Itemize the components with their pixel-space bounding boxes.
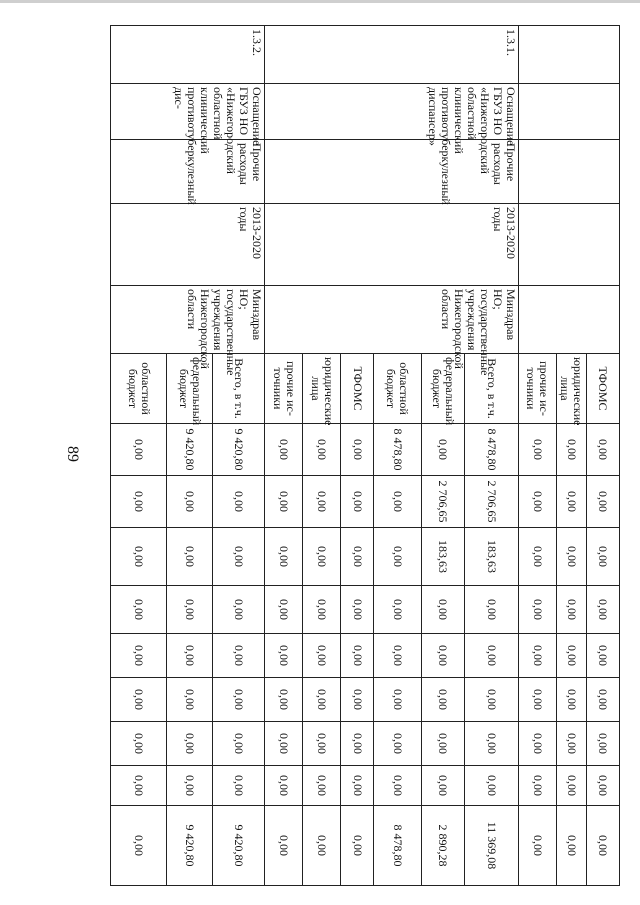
period: 2013-2020 годы: [265, 204, 518, 286]
amount-total: 0,00: [265, 806, 303, 886]
amount-total: 0,00: [111, 806, 167, 886]
amount-total: 9 420,80: [213, 806, 265, 886]
amount-cell: 0,00: [303, 766, 341, 806]
amount-cell: 0,00: [464, 766, 518, 806]
executor: Минздрав НО; государственные учреждения Нижегородской области: [111, 286, 265, 354]
amount-cell: 0,00: [421, 586, 464, 634]
amount-total: 9 420,80: [167, 806, 213, 886]
amount-total: 0,00: [303, 806, 341, 886]
amount-total: 0,00: [341, 806, 373, 886]
amount-cell: 0,00: [167, 678, 213, 722]
amount-cell: 183,63: [421, 528, 464, 586]
funding-source: областной бюджет: [373, 354, 421, 424]
funding-source: ТФОМС: [586, 354, 619, 424]
funding-source: прочие ис-точники: [518, 354, 556, 424]
amount-total: 0,00: [556, 806, 586, 886]
amount-cell: 0,00: [111, 678, 167, 722]
amount-cell: 0,00: [373, 528, 421, 586]
funding-source: Всего, в т.ч.: [213, 354, 265, 424]
page-edge: [0, 0, 640, 3]
amount-cell: 0,00: [341, 766, 373, 806]
amount-cell: 8 478,80: [373, 424, 421, 476]
measure-number: 1.3.2.: [111, 26, 265, 84]
amount-cell: 0,00: [341, 678, 373, 722]
funding-source: федеральный бюджет: [421, 354, 464, 424]
amount-cell: 0,00: [341, 528, 373, 586]
amount-cell: 0,00: [303, 424, 341, 476]
measure-name: [518, 84, 619, 140]
amount-cell: 0,00: [303, 722, 341, 766]
amount-cell: 0,00: [586, 528, 619, 586]
amount-cell: 0,00: [213, 528, 265, 586]
funding-source: федеральный бюджет: [167, 354, 213, 424]
amount-cell: 0,00: [213, 586, 265, 634]
amount-cell: 0,00: [421, 634, 464, 678]
amount-cell: 0,00: [518, 766, 556, 806]
amount-cell: 0,00: [111, 634, 167, 678]
amount-cell: 0,00: [341, 586, 373, 634]
amount-cell: 0,00: [556, 722, 586, 766]
amount-cell: 0,00: [265, 476, 303, 528]
amount-total: 0,00: [586, 806, 619, 886]
amount-cell: 0,00: [518, 586, 556, 634]
amount-cell: 0,00: [303, 528, 341, 586]
amount-total: 0,00: [518, 806, 556, 886]
funding-source: Всего, в т.ч.: [464, 354, 518, 424]
amount-cell: 0,00: [167, 766, 213, 806]
amount-cell: 9 420,80: [167, 424, 213, 476]
amount-cell: 2 706,65: [421, 476, 464, 528]
amount-cell: 0,00: [167, 586, 213, 634]
amount-cell: 0,00: [586, 476, 619, 528]
amount-cell: 8 478,80: [464, 424, 518, 476]
amount-cell: 0,00: [265, 678, 303, 722]
amount-cell: 0,00: [167, 722, 213, 766]
amount-total: 8 478,80: [373, 806, 421, 886]
amount-cell: 0,00: [464, 678, 518, 722]
amount-cell: 0,00: [464, 586, 518, 634]
amount-cell: 0,00: [421, 678, 464, 722]
amount-cell: 0,00: [518, 678, 556, 722]
amount-cell: 0,00: [556, 766, 586, 806]
amount-cell: 0,00: [303, 634, 341, 678]
measure-name: Оснащение ГБУЗ НО «Нижегородский областной клинический противотуберкулезный диспансер»: [265, 84, 518, 140]
amount-cell: 0,00: [556, 634, 586, 678]
amount-cell: 0,00: [167, 634, 213, 678]
amount-cell: 0,00: [341, 722, 373, 766]
amount-cell: 0,00: [586, 722, 619, 766]
amount-cell: 0,00: [303, 586, 341, 634]
amount-cell: 0,00: [265, 634, 303, 678]
amount-cell: 0,00: [265, 722, 303, 766]
funding-source: ТФОМС: [341, 354, 373, 424]
amount-cell: 0,00: [586, 766, 619, 806]
amount-cell: 0,00: [373, 586, 421, 634]
amount-cell: 0,00: [167, 476, 213, 528]
amount-cell: 0,00: [556, 476, 586, 528]
amount-cell: 0,00: [167, 528, 213, 586]
amount-cell: 0,00: [111, 586, 167, 634]
executor: [518, 286, 619, 354]
amount-total: 11 369,08: [464, 806, 518, 886]
funding-source: юридические лица: [303, 354, 341, 424]
amount-cell: 0,00: [464, 634, 518, 678]
measure-number: [518, 26, 619, 84]
period: [518, 204, 619, 286]
amount-cell: 0,00: [586, 586, 619, 634]
funding-source: прочие ис-точники: [265, 354, 303, 424]
page-number: 89: [64, 446, 81, 462]
amount-cell: 0,00: [303, 678, 341, 722]
amount-cell: 0,00: [556, 528, 586, 586]
amount-cell: 0,00: [373, 634, 421, 678]
rotated-table-sheet: [110, 25, 620, 885]
amount-cell: 0,00: [586, 634, 619, 678]
amount-cell: 0,00: [213, 722, 265, 766]
budget-table: [110, 25, 620, 886]
funding-source: областной бюджет: [111, 354, 167, 424]
amount-cell: 0,00: [111, 528, 167, 586]
amount-cell: 0,00: [265, 528, 303, 586]
amount-cell: 0,00: [341, 634, 373, 678]
amount-cell: 0,00: [111, 766, 167, 806]
amount-cell: 0,00: [421, 722, 464, 766]
amount-cell: 0,00: [586, 678, 619, 722]
amount-cell: 0,00: [518, 424, 556, 476]
amount-cell: 0,00: [213, 766, 265, 806]
expense-type: Прочие расходы: [265, 140, 518, 204]
amount-cell: 0,00: [373, 476, 421, 528]
amount-cell: 0,00: [421, 766, 464, 806]
amount-cell: 0,00: [265, 424, 303, 476]
amount-cell: 0,00: [303, 476, 341, 528]
period: 2013-2020 годы: [111, 204, 265, 286]
amount-cell: 0,00: [373, 722, 421, 766]
funding-source: юридические лица: [556, 354, 586, 424]
amount-cell: 0,00: [111, 476, 167, 528]
table-row: [464, 26, 518, 886]
amount-cell: 0,00: [341, 476, 373, 528]
amount-cell: 0,00: [556, 424, 586, 476]
table-body: [111, 26, 620, 886]
expense-type: Прочие расходы: [111, 140, 265, 204]
amount-cell: 0,00: [341, 424, 373, 476]
amount-cell: 0,00: [373, 678, 421, 722]
amount-cell: 0,00: [111, 722, 167, 766]
amount-cell: 0,00: [518, 722, 556, 766]
amount-cell: 0,00: [586, 424, 619, 476]
amount-cell: 0,00: [464, 722, 518, 766]
amount-cell: 2 706,65: [464, 476, 518, 528]
executor: Минздрав НО; государственные учреждения Нижегородской области: [265, 286, 518, 354]
table-row: [213, 26, 265, 886]
amount-cell: 0,00: [518, 634, 556, 678]
amount-total: 2 890,28: [421, 806, 464, 886]
amount-cell: 0,00: [213, 634, 265, 678]
amount-cell: 0,00: [213, 476, 265, 528]
amount-cell: 0,00: [373, 766, 421, 806]
amount-cell: 0,00: [265, 586, 303, 634]
amount-cell: 0,00: [265, 766, 303, 806]
amount-cell: 0,00: [518, 528, 556, 586]
table-row: [586, 26, 619, 886]
amount-cell: 0,00: [111, 424, 167, 476]
amount-cell: 0,00: [518, 476, 556, 528]
amount-cell: 183,63: [464, 528, 518, 586]
amount-cell: 0,00: [421, 424, 464, 476]
amount-cell: 9 420,80: [213, 424, 265, 476]
amount-cell: 0,00: [213, 678, 265, 722]
expense-type: [518, 140, 619, 204]
amount-cell: 0,00: [556, 678, 586, 722]
amount-cell: 0,00: [556, 586, 586, 634]
measure-name: Оснащение ГБУЗ НО «Нижегородский областной клинический противотуберкулезный дис-: [111, 84, 265, 140]
measure-number: 1.3.1.: [265, 26, 518, 84]
